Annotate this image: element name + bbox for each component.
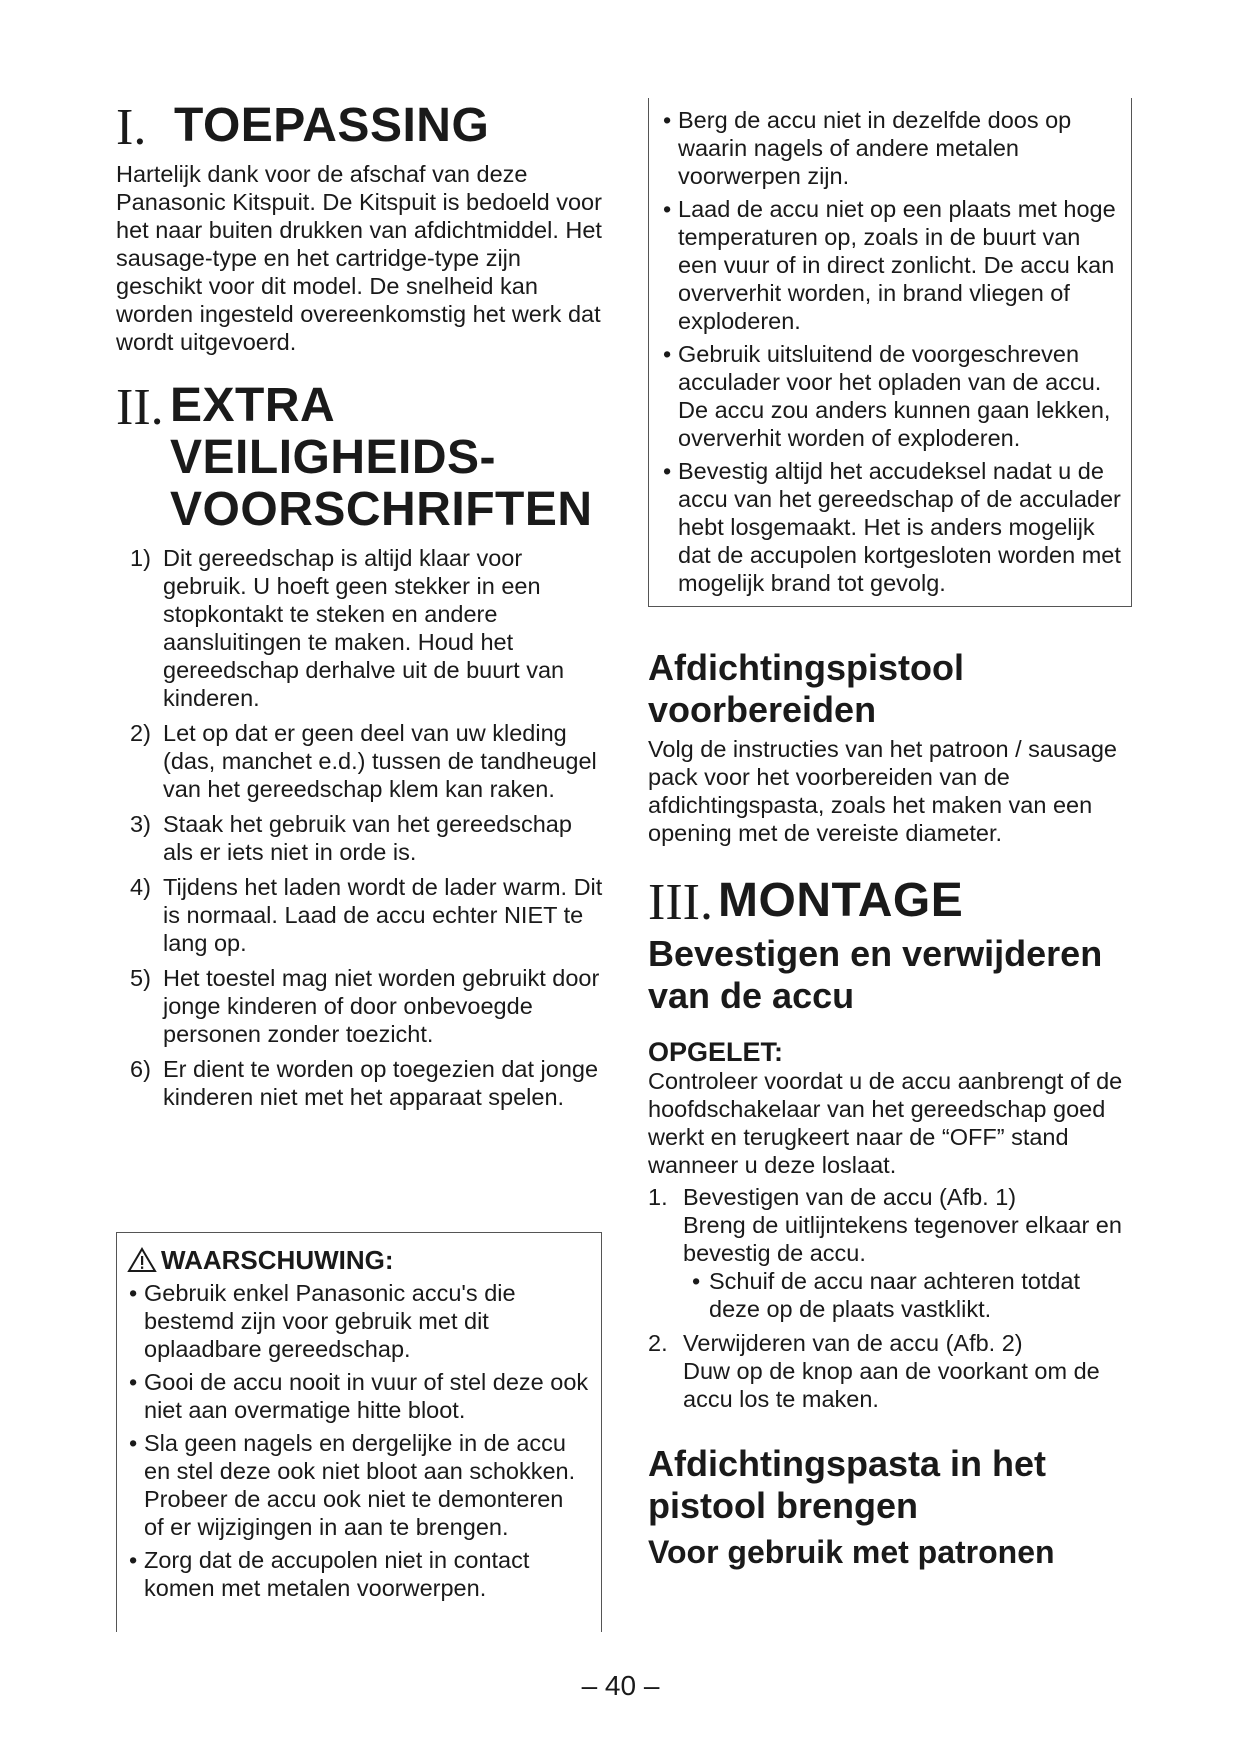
list-item: • Gebruik enkel Panasonic accu's die bestemd zijn voor gebruik met dit oplaadbare gereedschap. [129, 1280, 516, 1362]
item-text: Het toestel mag niet worden gebruikt door jonge kinderen of door onbevoegde personen zonder toezicht. [163, 965, 600, 1047]
item-text: Tijdens het laden wordt de lader warm. Dit is normaal. Laad de accu echter NIET te lang op. [163, 874, 603, 956]
bullet-text: Berg de accu niet in dezelfde doos op waarin nagels of andere metalen voorwerpen zijn. [678, 107, 1072, 189]
list-item: • Bevestig altijd het accudeksel nadat u de accu van het gereedschap of de acculader hebt losgemaakt. Het is anders mogelijk dat de accupolen kortgesloten worden met mogelijk brand tot gevolg. [663, 458, 1121, 596]
prep-title: Afdichtingspistool voorbereiden [648, 647, 964, 730]
item-number: 2) [130, 720, 151, 746]
warning-list-right [661, 106, 1123, 597]
section-3-title: MONTAGE [718, 874, 964, 927]
load-subtitle: Voor gebruik met patronen [648, 1534, 1055, 1570]
step-number: 1. [648, 1184, 668, 1210]
section-1-title: TOEPASSING [174, 99, 490, 152]
bullet-text: Gebruik uitsluitend de voorgeschreven acculader voor het opladen van de accu. De accu zou anders kunnen gaan lekken, oververhit worden of exploderen. [678, 341, 1111, 451]
warning-list-left [127, 1279, 589, 1602]
step-title: Bevestigen van de accu (Afb. 1) [683, 1184, 1017, 1210]
page-number: – 40 – [581, 1670, 660, 1701]
caution-text: Controleer voordat u de accu aanbrengt of de hoofdschakelaar van het gereedschap goed werkt en terugkeert naar de “OFF” stand wanneer u deze loslaat. [648, 1068, 1123, 1178]
battery-subtitle: Bevestigen en verwijderen van de accu [648, 933, 1103, 1016]
step-number: 2. [648, 1330, 668, 1356]
section-1-heading [116, 100, 606, 156]
bullet-text: Gebruik enkel Panasonic accu's die bestemd zijn voor gebruik met dit oplaadbare gereedschap. [144, 1280, 516, 1362]
list-item [116, 873, 606, 957]
warning-heading [127, 1245, 589, 1275]
list-item: • Gooi de accu nooit in vuur of stel deze ook niet aan overmatige hitte bloot. [129, 1369, 589, 1423]
left-column [116, 100, 606, 1118]
item-text: Staak het gebruik van het gereedschap als er iets niet in orde is. [163, 811, 572, 865]
bullet-text: Schuif de accu naar achteren totdat deze op de plaats vastklikt. [709, 1268, 1081, 1322]
warning-box-right [648, 98, 1132, 607]
section-3-heading [648, 875, 1132, 931]
item-number: 1) [130, 545, 151, 571]
item-text: Let op dat er geen deel van uw kleding (das, manchet e.d.) tussen de tandheugel van het gereedschap klem kan raken. [163, 720, 597, 802]
step-bullet: • Schuif de accu naar achteren totdat deze op de plaats vastklikt. [692, 1268, 1081, 1322]
safety-list [116, 544, 606, 1111]
step-1 [648, 1183, 1132, 1323]
step-text: Breng de uitlijntekens tegenover elkaar en bevestig de accu. [683, 1212, 1122, 1266]
section-2-title-line-3: VOORSCHRIFTEN [170, 483, 593, 536]
bullet-text: Laad de accu niet op een plaats met hoge temperaturen op, zoals in de buurt van een vuur of in direct zonlicht. De accu kan oververhit worden, in brand vliegen of exploderen. [678, 196, 1116, 334]
warning-triangle-icon [127, 1247, 157, 1273]
list-item [116, 719, 606, 803]
warning-box-left [116, 1232, 602, 1632]
bullet-text: Bevestig altijd het accudeksel nadat u de accu van het gereedschap of de acculader hebt losgemaakt. Het is anders mogelijk dat de accupolen kortgesloten worden met mogelijk brand tot gevolg. [678, 458, 1121, 596]
step-text: Duw op de knop aan de voorkant om de accu los te maken. [683, 1358, 1100, 1412]
list-item [116, 544, 606, 712]
list-item: • Laad de accu niet op een plaats met hoge temperaturen op, zoals in de buurt van een vuur of in direct zonlicht. De accu kan oververhit worden, in brand vliegen of exploderen. [663, 196, 1116, 334]
prep-body: Volg de instructies van het patroon / sausage pack voor het voorbereiden van de afdichtingspasta, zoals het maken van een opening met de vereiste diameter. [648, 736, 1118, 846]
list-item: • Gebruik uitsluitend de voorgeschreven acculader voor het opladen van de accu. De accu zou anders kunnen gaan lekken, oververhit worden of exploderen. [663, 341, 1111, 451]
right-column [648, 100, 1132, 1571]
list-item [116, 810, 606, 866]
list-item: • Sla geen nagels en dergelijke in de accu en stel deze ook niet bloot aan schokken. Probeer de accu ook niet te demonteren of er wijzigingen in aan te brengen. [129, 1430, 576, 1540]
item-text: Dit gereedschap is altijd klaar voor gebruik. U hoeft geen stekker in een stopkontakt te steken en andere aansluitingen te maken. Houd het gereedschap derhalve uit de buurt van kinderen. [163, 545, 565, 711]
bullet-text: Sla geen nagels en dergelijke in de accu en stel deze ook niet bloot aan schokken. Probeer de accu ook niet te demonteren of er wijzigingen in aan te brengen. [144, 1430, 576, 1540]
roman-numeral-3: III. [648, 874, 713, 931]
item-text: Er dient te worden op toegezien dat jonge kinderen niet met het apparaat spelen. [163, 1056, 599, 1110]
list-item [116, 1055, 606, 1111]
caution-label: OPGELET: [648, 1037, 784, 1067]
bullet-text: Gooi de accu nooit in vuur of stel deze ook niet aan overmatige hitte bloot. [144, 1369, 589, 1423]
item-number: 3) [130, 811, 151, 837]
list-item: • Berg de accu niet in dezelfde doos op waarin nagels of andere metalen voorwerpen zijn. [663, 107, 1072, 189]
section-2-title-line-2: VEILIGHEIDS- [170, 431, 497, 484]
step-title: Verwijderen van de accu (Afb. 2) [683, 1330, 1023, 1356]
bullet-text: Zorg dat de accupolen niet in contact komen met metalen voorwerpen. [144, 1547, 530, 1601]
section-1-body: Hartelijk dank voor de afschaf van deze Panasonic Kitspuit. De Kitspuit is bedoeld voor het naar buiten drukken van afdichtmiddel. Het sausage-type en het cartridge-type zijn geschikt voor dit model. De snelheid kan worden ingesteld overeenkomstig het werk dat wordt uitgevoerd. [116, 161, 602, 355]
item-number: 6) [130, 1056, 151, 1082]
item-number: 5) [130, 965, 151, 991]
section-2-title [170, 380, 593, 536]
list-item: • Zorg dat de accupolen niet in contact komen met metalen voorwerpen. [129, 1547, 530, 1601]
load-title: Afdichtingspasta in het pistool brengen [648, 1443, 1047, 1526]
step-2 [648, 1329, 1132, 1413]
item-number: 4) [130, 874, 151, 900]
roman-numeral-2: II. [116, 379, 164, 436]
list-item [116, 964, 606, 1048]
section-2-title-line-1: EXTRA [170, 379, 336, 432]
roman-numeral-1: I. [116, 99, 147, 156]
warning-label: WAARSCHUWING: [161, 1245, 394, 1275]
section-2-heading [116, 380, 606, 536]
